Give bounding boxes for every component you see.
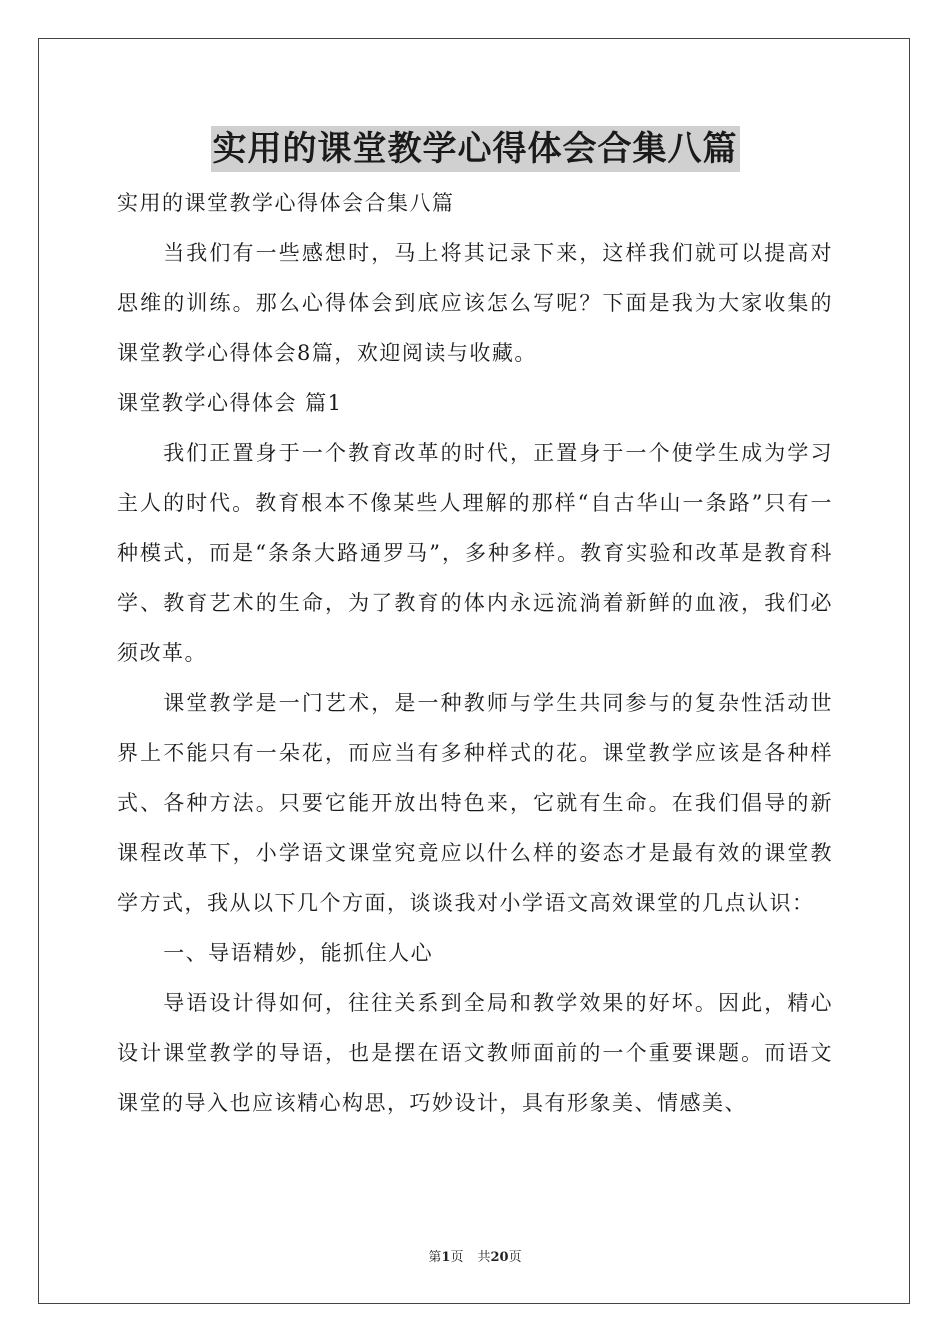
total-prefix: 共 — [477, 1250, 491, 1265]
body-paragraph: 导语设计得如何，往往关系到全局和教学效果的好坏。因此，精心设计课堂教学的导语，也是摆在语文教师面前的一个重要课题。而语文课堂的导入也应该精心构思，巧妙设计，具有形象美、情感美、 — [117, 991, 833, 1115]
subsection-heading: 一、导语精妙，能抓住人心 — [163, 941, 434, 965]
page-footer — [0, 1246, 950, 1265]
document-title: 实用的课堂教学心得体会合集八篇 — [211, 126, 740, 172]
intro-paragraph: 当我们有一些感想时，马上将其记录下来，这样我们就可以提高对思维的训练。那么心得体会到底应该怎么写呢？下面是我为大家收集的课堂教学心得体会8篇，欢迎阅读与收藏。 — [117, 241, 833, 365]
total-unit: 页 — [508, 1250, 522, 1265]
section-heading: 课堂教学心得体会 篇1 — [117, 391, 343, 415]
document-subtitle: 实用的课堂教学心得体会合集八篇 — [117, 191, 455, 215]
body-paragraph: 我们正置身于一个教育改革的时代，正置身于一个使学生成为学习主人的时代。教育根本不像某些人理解的那样“自古华山一条路”只有一种模式，而是“条条大路通罗马”，多种多样。教育实验和改革是教育科学、教育艺术的生命，为了教育的体内永远流淌着新鲜的血液，我们必须改革。 — [117, 441, 833, 665]
page-prefix: 第 — [428, 1250, 442, 1265]
title-container — [0, 126, 950, 172]
page-current: 1 — [441, 1250, 451, 1265]
page-unit: 页 — [450, 1250, 464, 1265]
document-body — [117, 178, 833, 1128]
page-total: 20 — [490, 1250, 509, 1265]
body-paragraph: 课堂教学是一门艺术，是一种教师与学生共同参与的复杂性活动世界上不能只有一朵花，而应当有多种样式的花。课堂教学应该是各种样式、各种方法。只要它能开放出特色来，它就有生命。在我们倡导的新课程改革下，小学语文课堂究竟应以什么样的姿态才是最有效的课堂教学方式，我从以下几个方面，谈谈我对小学语文高效课堂的几点认识： — [117, 691, 833, 915]
